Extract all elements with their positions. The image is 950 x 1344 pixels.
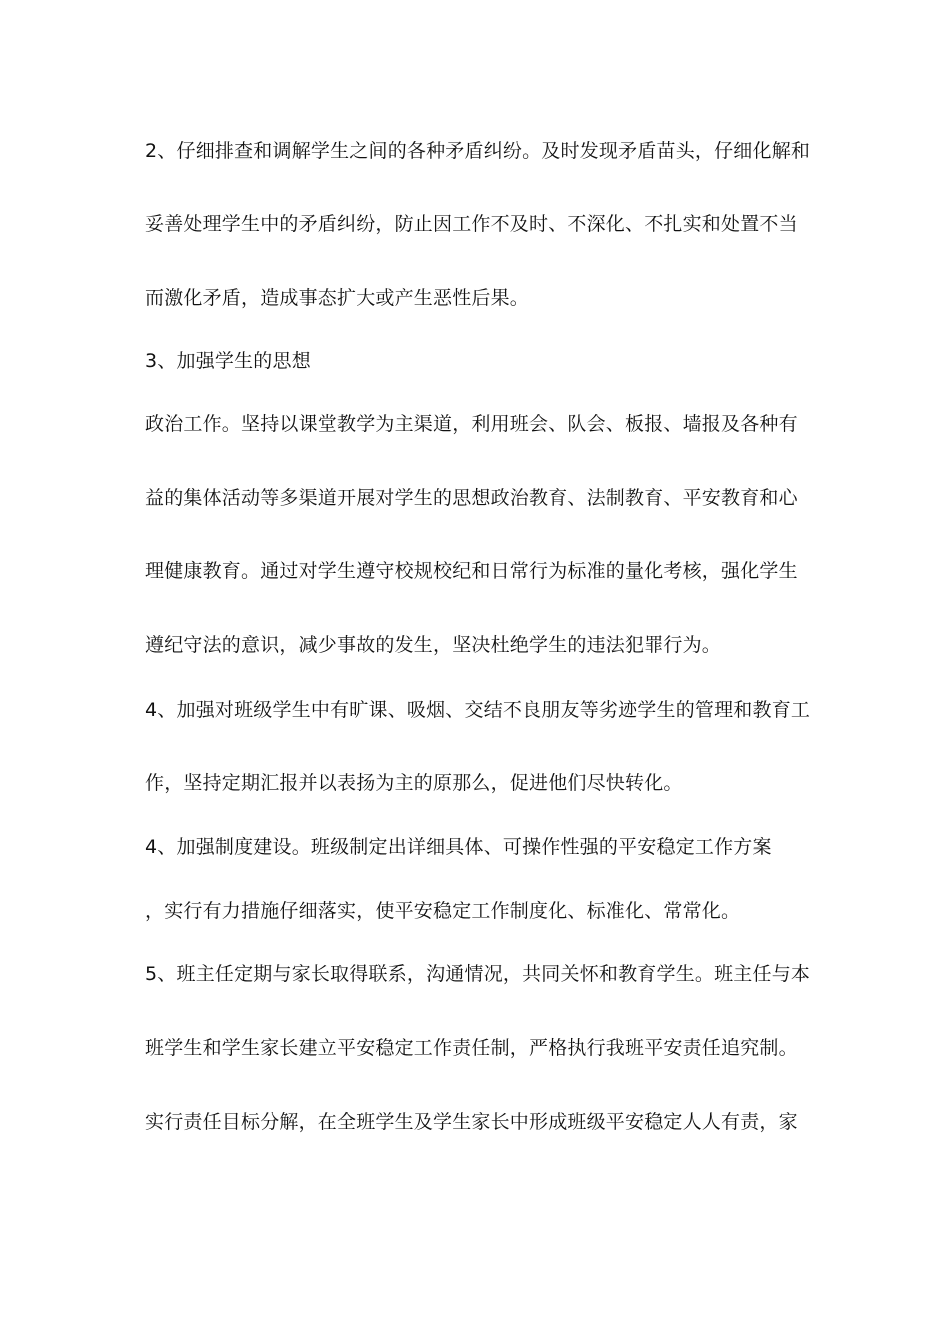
paragraph-4b-line-1: 4、加强制度建设。班级制定出详细具体、可操作性强的平安稳定工作方案 <box>145 836 772 858</box>
paragraph-3-line-2: 益的集体活动等多渠道开展对学生的思想政治教育、法制教育、平安教育和心 <box>145 487 798 509</box>
paragraph-5-line-3: 实行责任目标分解，在全班学生及学生家长中形成班级平安稳定人人有责，家 <box>145 1111 798 1133</box>
paragraph-3-line-1: 政治工作。坚持以课堂教学为主渠道，利用班会、队会、板报、墙报及各种有 <box>145 413 798 435</box>
paragraph-2-line-2: 妥善处理学生中的矛盾纠纷，防止因工作不及时、不深化、不扎实和处置不当 <box>145 213 798 235</box>
paragraph-2-line-1: 2、仔细排查和调解学生之间的各种矛盾纠纷。及时发现矛盾苗头，仔细化解和 <box>145 140 811 162</box>
paragraph-4b-line-2: ，实行有力措施仔细落实，使平安稳定工作制度化、标准化、常常化。 <box>145 900 741 922</box>
paragraph-2-line-3: 而激化矛盾，造成事态扩大或产生恶性后果。 <box>145 287 530 309</box>
paragraph-5-line-2: 班学生和学生家长建立平安稳定工作责任制，严格执行我班平安责任追究制。 <box>145 1037 798 1059</box>
paragraph-4a-line-1: 4、加强对班级学生中有旷课、吸烟、交结不良朋友等劣迹学生的管理和教育工 <box>145 699 811 721</box>
paragraph-5-line-1: 5、班主任定期与家长取得联系，沟通情况，共同关怀和教育学生。班主任与本 <box>145 963 811 985</box>
paragraph-3-line-3: 理健康教育。通过对学生遵守校规校纪和日常行为标准的量化考核，强化学生 <box>145 560 798 582</box>
paragraph-3-line-4: 遵纪守法的意识，减少事故的发生，坚决杜绝学生的违法犯罪行为。 <box>145 634 722 656</box>
paragraph-4a-line-2: 作，坚持定期汇报并以表扬为主的原那么，促进他们尽快转化。 <box>145 772 683 794</box>
paragraph-3-heading: 3、加强学生的思想 <box>145 350 311 372</box>
